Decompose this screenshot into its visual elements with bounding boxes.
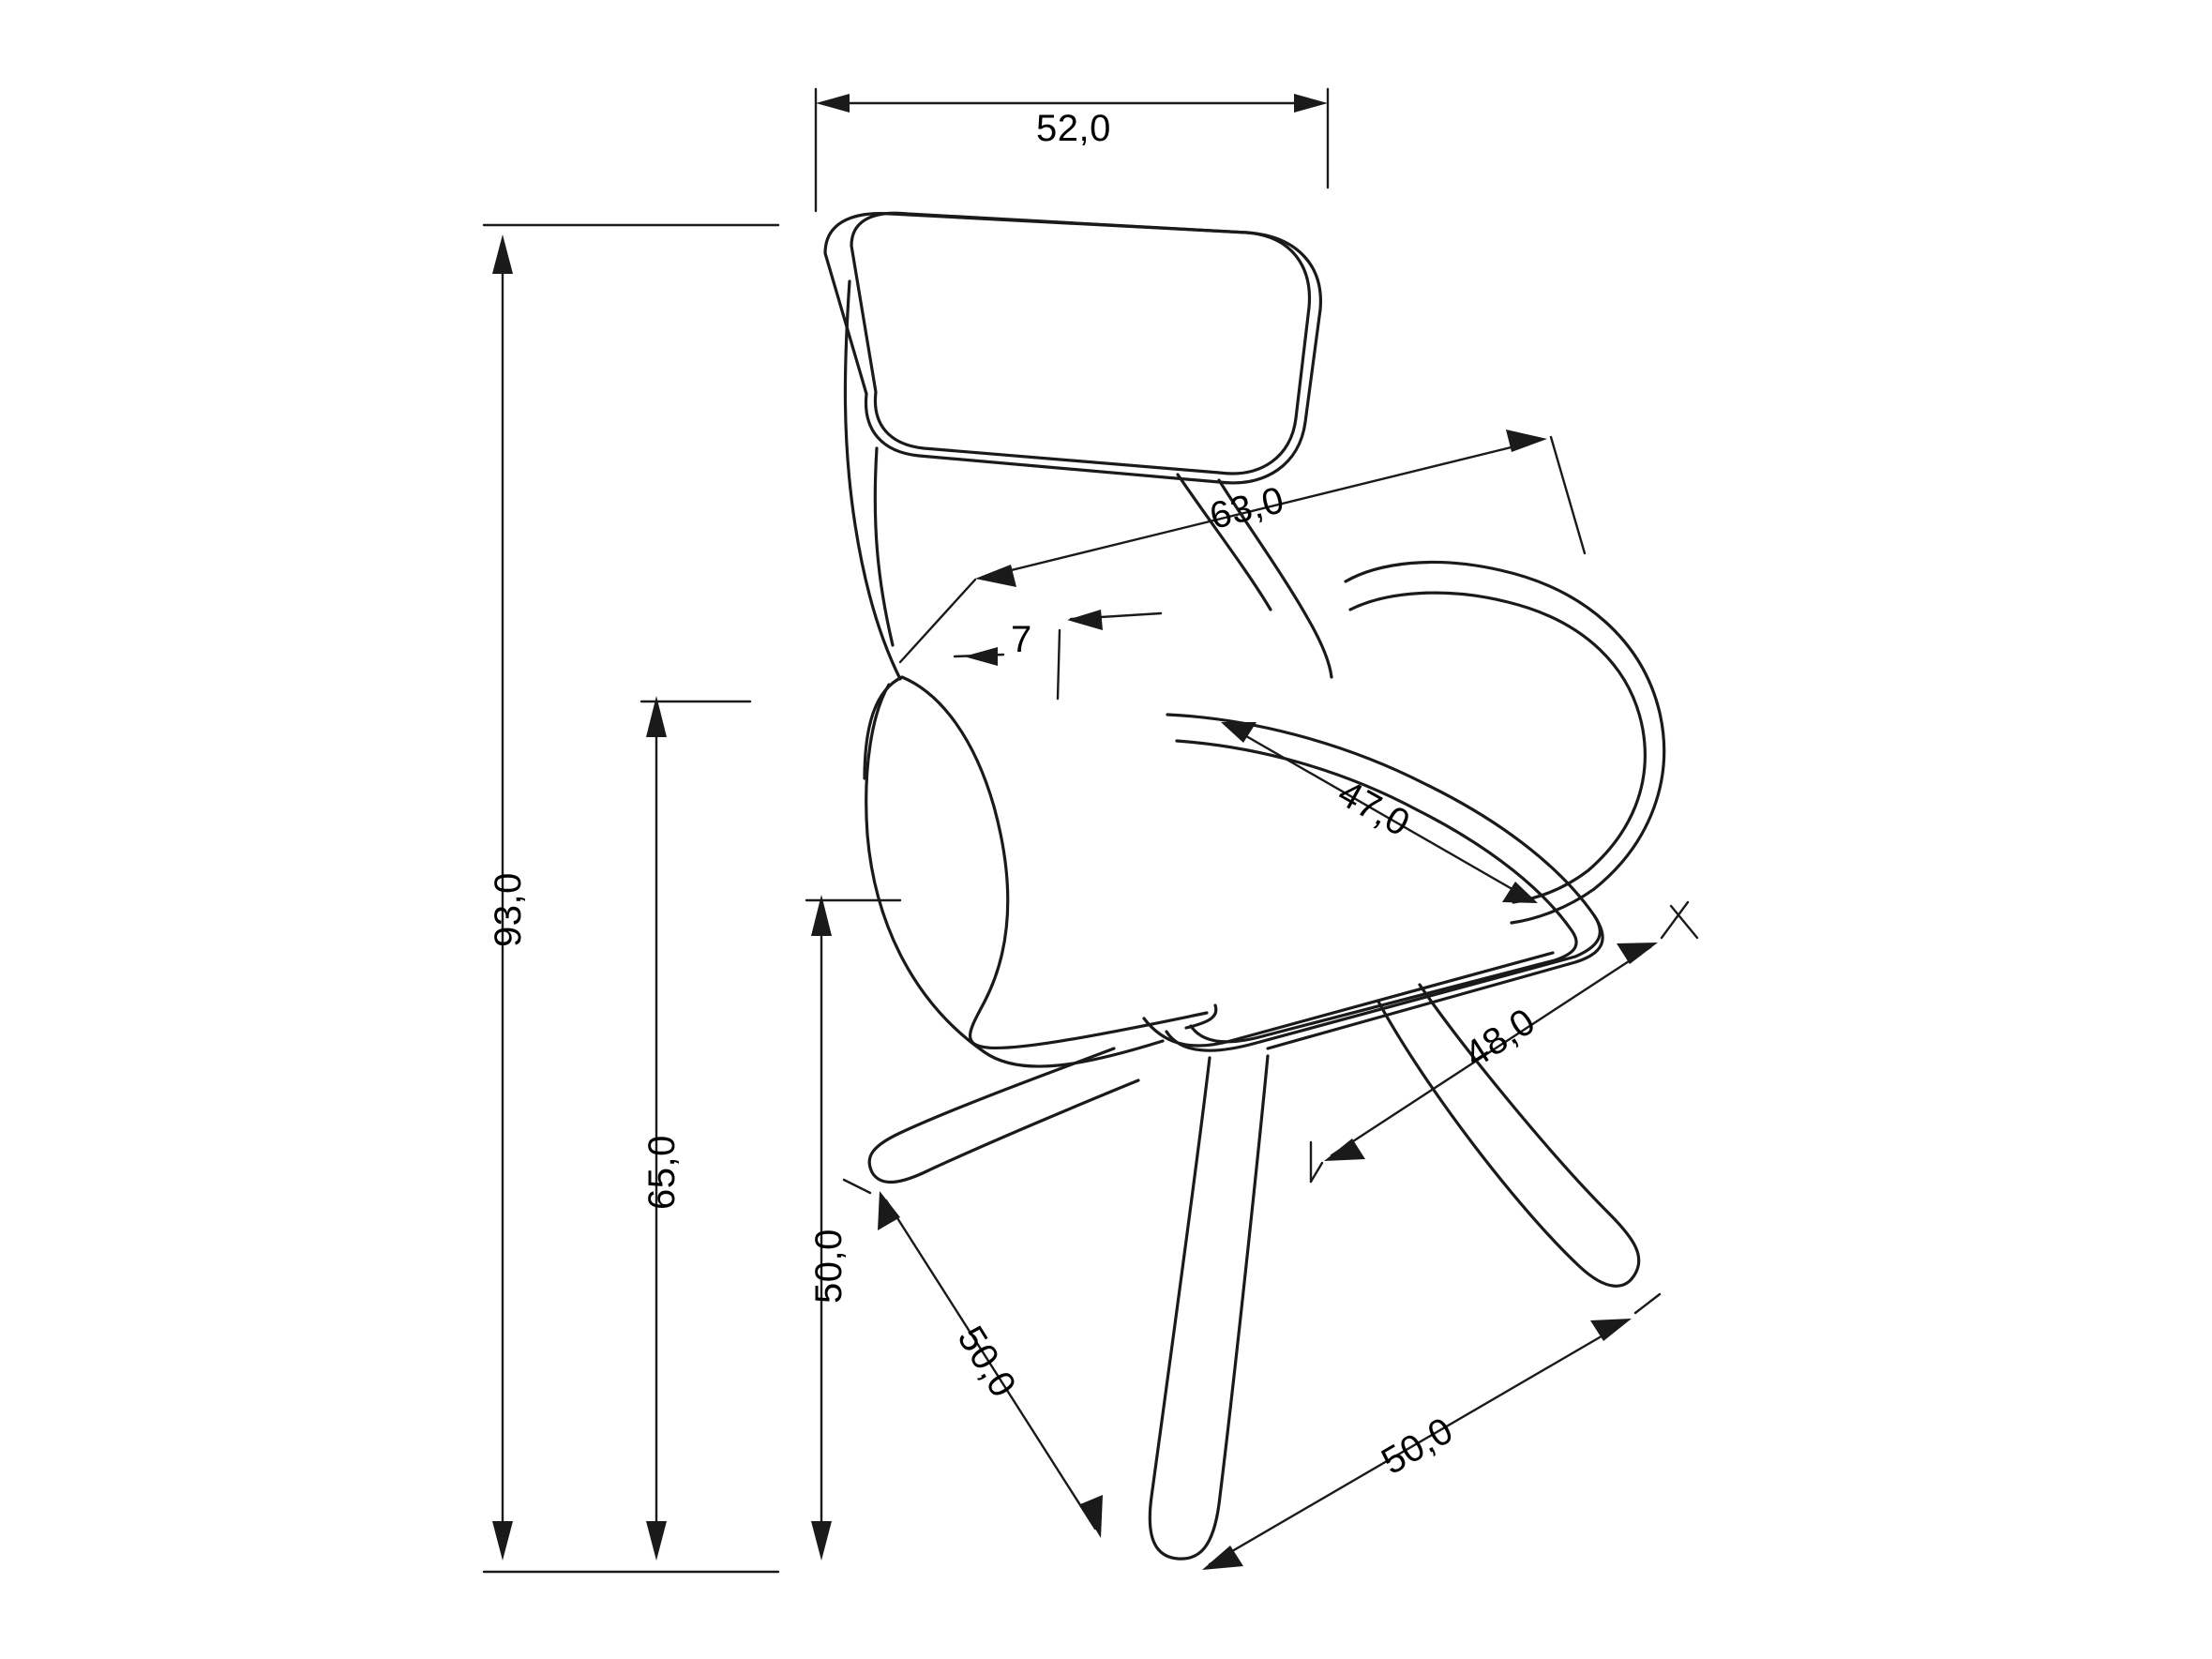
chair-backrest (825, 213, 1320, 483)
chair-legs (869, 985, 1639, 1559)
dimension-label-height-93: 93,0 (488, 872, 529, 947)
dimension-label-height-65: 65,0 (641, 1135, 683, 1210)
chair-seat (1144, 715, 1603, 1050)
dimension-label-base-depth-50: 50,0 (949, 1319, 1025, 1405)
dimension-label-height-50: 50,0 (808, 1229, 850, 1304)
chair-armrest-right (1346, 562, 1664, 923)
dimension-height-50 (806, 895, 900, 1561)
dimension-label-armrest-7: 7 (1011, 619, 1032, 660)
chair-armrest-left (865, 677, 1216, 1066)
dimension-height-65 (641, 696, 750, 1561)
dimension-label-width-top: 52,0 (1036, 108, 1111, 149)
dimension-label-depth-48: 48,0 (1457, 1000, 1543, 1077)
dimension-label-depth-63: 63,0 (1205, 479, 1288, 538)
dimension-armrest-7 (955, 610, 1161, 699)
dimension-label-base-width-50: 50,0 (1375, 1410, 1461, 1484)
dimension-label-seat-47: 47,0 (1331, 772, 1417, 845)
